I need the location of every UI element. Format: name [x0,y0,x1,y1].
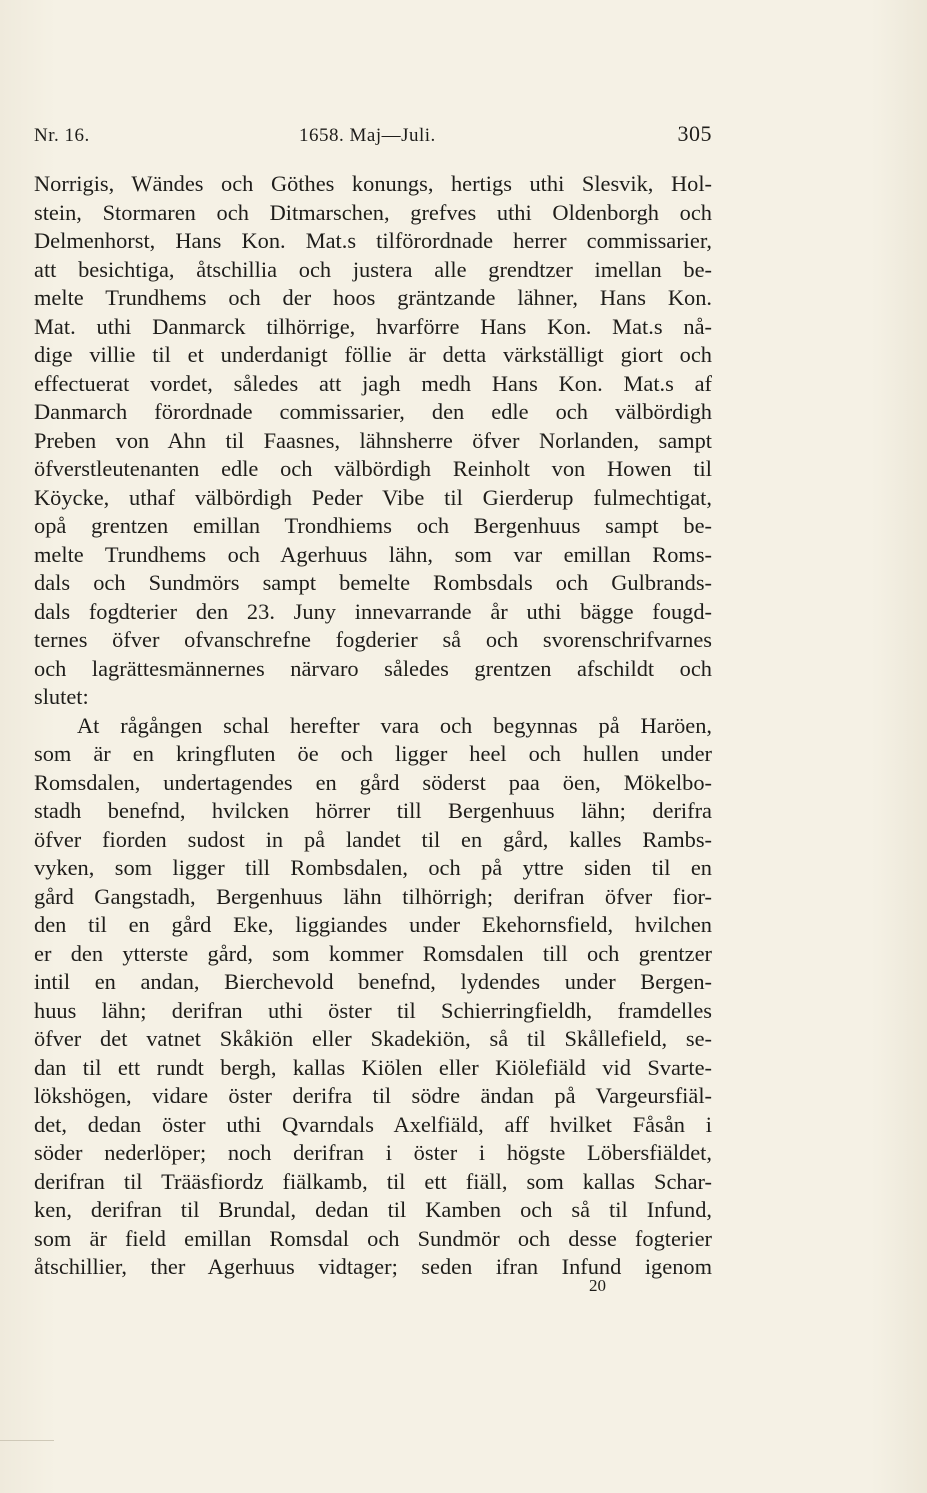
text-line: Norrigis, Wändes och Göthes konungs, hertigs uthi Slesvik, Hol- [34,171,712,196]
text-line: opå grentzen emillan Trondhiems och Bergenhuus sampt be- [34,513,712,538]
text-line: melte Trundhems och Agerhuus lähn, som var emillan Roms- [34,541,712,567]
text-line: det, dedan öster uthi Qvarndals Axelfiäld, aff hvilket Fåsån i [34,1111,712,1137]
text-line: huus lähn; derifran uthi öster til Schierringfieldh, framdelles [34,997,712,1023]
text-line: Delmenhorst, Hans Kon. Mat.s tilförordnade herrer commissarier, [34,228,712,253]
text-line: At rågången schal herefter vara och begynnas på Haröen, [77,712,712,738]
text-line: intil en andan, Bierchevold benefnd, lydendes under Bergen- [34,969,712,994]
body-text [34,170,712,1282]
text-line: dan til ett rundt bergh, kallas Kiölen eller Kiölefiäld vid Svarte- [34,1054,712,1080]
text-line: dige villie til et underdanigt föllie är detta värkställigt giort och [34,342,712,367]
text-line: Köycke, uthaf välbördigh Peder Vibe til Gierderup fulmechtigat, [34,484,712,510]
text-line: gård Gangstadh, Bergenhuus lähn tilhörrigh; derifran öfver fior- [34,883,712,909]
text-line: melte Trundhems och der hoos gräntzande lähner, Hans Kon. [34,285,712,310]
text-line: ken, derifran til Brundal, dedan til Kamben och så til Infund, [34,1197,712,1222]
text-line: Mat. uthi Danmarck tilhörrige, hvarförre Hans Kon. Mat.s nå- [34,313,712,339]
text-line: dals och Sundmörs sampt bemelte Rombsdals och Gulbrands- [34,570,712,595]
text-line: Preben von Ahn til Faasnes, lähnsherre öfver Norlanden, sampt [34,427,712,453]
text-line: lökshögen, vidare öster derifra til södre ändan på Vargeursfiäl- [34,1083,712,1108]
text-line: effectuerat vordet, således att jagh medh Hans Kon. Mat.s af [34,370,712,396]
text-line: öfverstleutenanten edle och välbördigh Reinholt von Howen til [34,456,712,481]
text-line: Romsdalen, undertagendes en gård söderst paa öen, Mökelbo- [34,769,712,795]
text-line: stein, Stormaren och Ditmarschen, grefves uthi Oldenborgh och [34,199,712,225]
text-line: dals fogdterier den 23. Juny innevarrande år uthi bägge fougd- [34,598,712,624]
text-line: att besichtiga, åtschillia och justera alle grendtzer imellan be- [34,256,712,282]
document-date: 1658. Maj—Juli. [299,125,436,146]
text-line: stadh benefnd, hvilcken hörrer till Bergenhuus lähn; derifra [34,798,712,823]
text-line: öfver fiorden sudost in på landet til en gård, kalles Rambs- [34,826,712,852]
text-line: slutet: [34,684,89,709]
text-line: den til en gård Eke, liggiandes under Ekehornsfield, hvilchen [34,912,712,937]
text-line: vyken, som ligger till Rombsdalen, och på yttre siden til en [34,855,712,880]
text-line: som är field emillan Romsdal och Sundmör och desse fogterier [34,1225,712,1251]
text-line: öfver det vatnet Skåkiön eller Skadekiön, så til Skållefield, se- [34,1026,712,1051]
page-edge-line [0,1440,54,1441]
page-header [34,121,712,151]
document-number: Nr. 16. [34,125,90,146]
text-line: derifran til Trääsfiordz fiälkamb, til ett fiäll, som kallas Schar- [34,1168,712,1194]
text-line: Danmarch förordnade commissarier, den edle och välbördigh [34,399,712,424]
text-line: och lagrättesmännernes närvaro således grentzen afschildt och [34,655,712,681]
text-line: åtschillier, ther Agerhuus vidtager; seden ifran Infund igenom [34,1254,712,1279]
signature-mark: 20 [589,1276,606,1295]
text-line: ternes öfver ofvanschrefne fogderier så och svorenschrifvarnes [34,627,712,652]
text-line: er den ytterste gård, som kommer Romsdalen till och grentzer [34,940,712,966]
text-line: som är en kringfluten öe och ligger heel och hullen under [34,741,712,766]
text-line: söder nederlöper; noch derifran i öster i högste Löbersfiäldet, [34,1140,712,1165]
page-number: 305 [677,121,712,146]
